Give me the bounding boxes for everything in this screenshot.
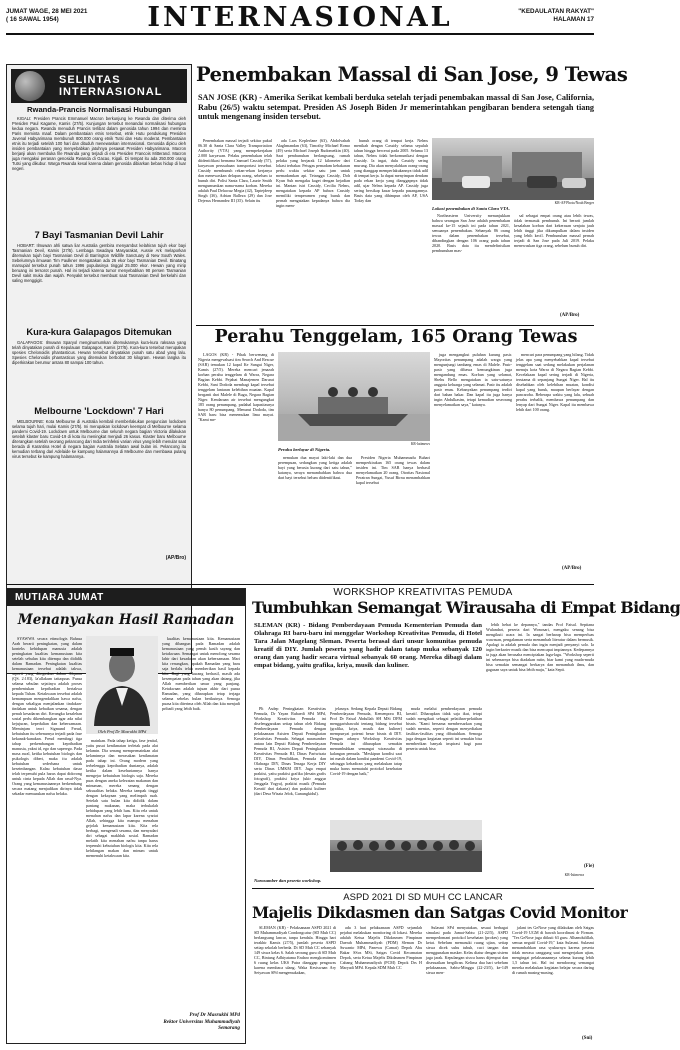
- badge-line-1: SELINTAS: [59, 74, 121, 86]
- brief-text: HOBART: Ilmuwan ahli satwa liar Australia gembira menyambut kelahiran tujuh ekor bayi Tasmanian Devil, Kamis (27/5). Lembaga Swadaya Masyarakat, Aussie Ark melaporkan ditemukan tujuh bayi Tasmanian Devil di Barrington Wildlife Sanctuary di New South Wales. Sebelumnya ilmuwan Tim Faulkner mengatakan ada 26 ekor bayi Tasmanian Devil. Binatang marsupial tersebut punah tahun 1996 populasinya tinggal 25.000 ekor. Hewan yang mirip beruang ini tersorot punah. Hal ini terjadi karena tumor menyebabkan 90 persen Tasmanian Devil sakit muka dan wajah. Penyakit tersebut membuat saat Tasmanian Devil berkelahi dan saling menggigit.: [12, 243, 186, 283]
- brief-credit: (AP/Bro): [165, 555, 186, 561]
- section-title: INTERNASIONAL: [147, 2, 453, 33]
- article-headline: Perahu Tenggelam, 165 Orang Tewas: [214, 327, 578, 347]
- brief-heading: Rwanda-Prancis Normalisasi Hubungan: [27, 105, 171, 114]
- issue-date: JUMAT WAGE, 28 MEI 2021 ( 16 SAWAL 1954): [6, 8, 88, 23]
- article-credit: (AP/Bro): [562, 566, 582, 571]
- article-column: Northeastern University menunjukkan bahwa serangan San Jose adalah penembakan massal ke-15 sejauh ini pada tahun 2021, semuanya penembakan. Sebanyak 86 orang tewas dalam penembakan tersebut, dibandingkan dengan 106 orang pada tahun 2020. Basis data itu mendefinisikan pembunuhan mas-: [432, 213, 510, 253]
- article-column: muda melalui pemberdayaan pemuda kreatif. Diharapkan tidak saja ikut, tetapi sudah mengikuti sebagai pelatihan-pelatihan bisnis. "Kami bersama membersarkan yang sudah mentas, seperti dengan menyediakan fasilitas-fasilitas yang dibutuhkan. Semoga juga dengan kegiatan seperti ini semakin bisa memberikan banyak inspirasi bagi para peserta untuk bisa: [406, 706, 482, 751]
- article-column: mainkan. Pada tahap ketiga, fase jenital, yaitu pusat kenikmatan terletak pada alat kelamin. Dia senang mempermainkan alat kelaminnya dan merasakan kenikmatan pada tahap ini. Orang modern yang terbelenggu kepribadian dunianya, adalah ketika dalam kesehariannya hanya mengejar kebutuhan biologis saja. Mereka puas dengan aneka kelezatan makanan dan minuman, mereka senang dengan seksualitas belaka. Mereka tampak tinggi dengan kekayaan yang melimpah ruah. Setelah satu bulan kita dididik dalam pantang makanan, maka terbukalah kehidupan yang lebih luas. Kita rela untuk menahan nafsu dan lapar karena syariat Allah, sehingga kita mampu menahan gejolak kemanusiaan kita. Kita rela berbagi, mengenali sesama, dan menyadari diri sebagai makhluk sosial. Ramadan melatih kita menahan nafsu tanpa harus terpenuhi kebutuhan biologis kita. Kita rela kehilangan makan dan minum untuk memenuhi ketakwaan kita.: [86, 738, 158, 858]
- article-lead: SLEMAN (KR) - Bidang Pemberdayaan Pemuda Kementerian Pemuda dan Olahraga RI baru-baru ini menggelar Workshop Kreativitas Pemuda, di Hotel Tara Jalan Magelang Sleman. Peserta berasal dari unsur komunitas pemuda kreatif di DIY. Jumlah peserta yang hadir dalam tatap muka sebanyak 120 orang dan yang hadir secara virtual sebanyak 60 orang. Mereka dibagi dalam empat bidang, yaitu grafika, kriya, musik dan kuliner.: [254, 622, 482, 669]
- article-column: bunuh orang di tempat kerja. Nelms menikah dengan Cassidy selama sepuluh tahun hingga bercerai pada 2005. Selama 13 tahun, Nelms tidak berkomunikasi dengan Cassidy. Ia ingat, dulu Cassidy sering murung. Dia akan menyalahkan orang-orang yang dianggap memperlakukannya tidak adil di tempat kerja. Ia dapat menyimpan dendam pada rekan kerja yang dianggapnya tidak adil, ujar Nelms kepada AP. Cassidy juga sering bersikap kasar kepada pasangannya. Basis data yang dihimpun oleh AP, USA Today dan: [354, 138, 429, 203]
- article-credit: (AP/Bro): [560, 313, 580, 318]
- photo-credit: KR-Istimewa: [564, 873, 584, 877]
- article-column: LAGOS (KR) - Pihak berwenang di Nigeria mengevaluasi tim Search And Rescue (SAR) temukan 12 kapal Ke Sungai Niger, Kamis (27/5). Mereka mencari jenazah korban perahu tenggelam di Warra, Negara Bagian Kebbi. Pejabat Manajemen Darurat Kebbi, Sani Dododa membagi kapal tersebut tenggelam lantaran kelebihan muatan. Kapal berganti dari Malele di Bugu, Negara Bagian Niger. Kendaraan air tersebut mengangkut 185 orang penumpang, padahal kapasitasnya hanya 80 penumpang. Menurut Dododa, tim SAR baru bisa menemukan lima mayat. "Kami me-: [198, 352, 274, 422]
- article-column: ada Lars Keplerlane (63), Abdolvahab Alaghmandan (63), Timothy Michael Romo (49) serta Michael Joseph Rudometkin (40). Saat pembunuhan berlangsung, rumah pelaku yang berjarak 12 kilometer dari lokasi terbakar. Petugas pemadam kebakaran perlu waktu sekitar satu jam untuk memadamkan api. Tetangga Cassidy, Doh Kyun Suh mengaku kaget dengan kejadian ini. Mantan istri Cassidy, Cecilia Nelms, mengatakan kepada AP bahwa Cassidy memiliki temperamen yang buruk dan pernah mengatakan kepadanya bahwa dia ingin mem-: [276, 138, 350, 208]
- article-column: SLEMAN (KR) - Pelaksanaan ASPD 2021 di SD Muhammadiyah Condongcatur (SD Muh CC) berlangsung lancar, tanpa kendala. Hingga hari terakhir Kamis (27/5), jumlah peserta ASPD setiap sekolah berbeda. Di SD Muh CC sebanyak 149 siswa kelas 6. Salah seorang guru di SD Muh CC, Bintang Adhiyatama Endaro mengkomitmen 6 ruang kelas UKS Putra dianggap pengawas karena membaca ulang. Waka Kesiswaan Ary Setyawan SPd mengemukakan,: [254, 925, 336, 975]
- article-column: nemukan dua mayat laki-laki dan dua perempuan, sedangkan yang ketiga adalah bayi yang berusia kurang dari satu tahun," katanya, seraya menambahkan bahwa dua dari bayi tersebut belum diidentifikasi.: [278, 455, 352, 480]
- article-lead: SAN JOSE (KR) - Amerika Serikat kembali berduka setelah terjadi penembakan massal di San Jose, California, Rabu (26/5) waktu setempat. Presiden AS Joseph Biden Jr memerintahkan pengibaran bendera setengah tiang untuk mengenang insiden tersebut.: [198, 93, 594, 121]
- article-column: jelasnya. Sedang Kepala Deputi Bidang Pemberdayaan Pemuda, Kemenpora RI, Prof Dr Faisal Abdullah SH MSi DFM menggarisbawahi tentang bidang tersebut (grafika, kriya, musik dan kuliner) mempunyai potensi besar bisnis di DIY. Dengan adanya Workshop Kreativitas Pemuda ini diharapkan semakin menumbuhkan semangat wirausaha di kalangan pemuda. "Meskipun kondisi saat ini masih dalam kondisi pandemi Covid-19, sehingga kehadiran yang melakukan tatap muka harus mematuhi protokol kesehatan Covid-19 dengan baik,": [330, 706, 402, 776]
- photo-caption: Lokasi penembakan di Santa Clara VTA.: [432, 206, 510, 211]
- globe-icon: [15, 71, 45, 101]
- mutiara-kicker: MUTIARA JUMAT: [7, 589, 245, 606]
- divider: [252, 888, 594, 889]
- brief-text: MELBOURNE: Kota Melbourne di Australia kembali memberlakukan penguncian lockdown selama tujuh hari, mulai Kamis (27/5). Ini merupakan lockdown keempat di Melbourne selama pandemi Covid-19. Lockdown untuk Melbourne dan seluruh negara bagian Victoria dilakukan setelah klaster baru Covid-19 di kota itu meningkat menjadi 26 kasus. Klaster baru Melbourne diterangkan setelah seorang pelancong dari India terinfeksi varian virus yang lebih menular saat berada di Karantina Hotel di negara bagian Australia Selatan awal bulan ini. Pelancong itu kemudian terbang dari Adelaide ke kampung halamannya di Melbourne dan membawa pulang virus tersebut ke kampung halamannya.: [12, 419, 186, 459]
- author-photo-caption: Oleh Prof Dr Masrukhi MPd: [97, 729, 147, 734]
- article-column: Presiden Nigeria Muhammadu Buhari memperkirakan 165 orang tewas dalam insiden ini. Tim SAR hanya berhasil menyelamatkan 20 orang. Otoritas Nasional Perairan Sungai, Yusuf Birnu menambahkan kapal tersebut: [356, 455, 430, 485]
- brief-text: GALAPAGOS: Ilmuwan Sparyol menginumumkan ditemukannya kura-kura raksasa yang telah dinyatakan punah di Kepulauan Galapagos, Kamis (27/5). Kura-kura tersebut merupakan spesies Chelonoidis phantasticus. Hewan tersebut dinyatakan punah satu abad yang lalu. Spesies Chelonoidis phantasticus yang ditemukan berbobot 30 kilogram. Hewan langka itu diperkirakan berumur antara 80 sampai 100 tahun.: [12, 340, 186, 365]
- photo-credit: KR-AP Photo/Noah Berger: [554, 201, 594, 205]
- photo-caption: Perahu berlayar di Nigeria.: [278, 447, 331, 452]
- photo-caption: Narasumber dan peserta workshop.: [254, 878, 322, 883]
- brief-heading: 7 Bayi Tasmanian Devil Lahir: [34, 229, 164, 240]
- masthead-rule: [6, 33, 594, 35]
- mutiara-headline: Menanyakan Hasil Ramadan: [17, 612, 235, 628]
- article-column: Penembakan massal terjadi sekitar pukul 06.30 di Santa Clara Valley Transportation Authority (VTA) yang mempekerjakan 2.000 karyawan. Pelaku penembakan telah diidentifikasi bernama Samuel Cassidy (57), karyawan perusahaan transportasi tersebut. Cassidy membunuh rekan-rekan kerjanya dan menewaskan delapan orang, sebelum ia bunuh diri. Polisi Santa Clara, Laurie Smith mengumumkan nama-nama korban. Mereka adalah Paul Delacruz Megia (42), Taptejdeep Singh (36), Adrian Balleza (29) dan Jose Dejesus Hernandez III (35). Selain itu: [198, 138, 272, 203]
- article-column: sal sebagai empat orang atau lebih tewas, tidak termasuk pembunuh. Ini berarti jumlah kesalahan korban dari kekerasan senjata jauh lebih tinggi jika dikumpulkan dalam insiden yang lebih kecil. Pembunuhan massal pernah terjadi di San Jose pada Juli 2019. Pelaku menewaskan tiga orang, sebelum bunuh diri.: [514, 213, 594, 248]
- author-signature: Prof Dr Masrukhi MPd Rektor Universitas Muhammadiyah Semarang: [163, 1012, 240, 1031]
- article-column: mencari para penumpang yang hilang. Tidak jelas apa yang menyebabkan kapal tersebut tenggelam saat sedang melakukan perjalanan menuju kota Warra di Negara Bagian Kebbi. Kecelakaan kapal sering terjadi di Nigeria, terutama di sepanjang Sungai Niger. Hal itu disebabkan oleh kelebihan muatan, kondisi kapal yang buruk, maupun berlayar dengan pancaroba. Beberapa waktu yang lalu, sebuah perahu terbalik, membawa penumpang dan lenyap dari Sungai Niger. Kapal itu membawa lebih dari 100 orang.: [516, 352, 594, 412]
- brief-text: KIGALI: Presiden Prancis Emmanuel Macron berkunjung ke Rwanda dan diterima oleh Presiden Paul Kagame, Kamis (27/5). Kunjungan tersebut menandai normalisasi hubungan kedua negara. Rwanda menuduh Prancis terlibat dalam genosida tahun 1994 dan meminta Paris meminta maaf. Dalam pembantaian etnis tersebut, etnik Hutu pendukung Presiden Juvenal Habyarimana membunuh 800.000 orang etnik Tutsi dan Hutu moderat. Pembantaian etnis itu terjadi setelah 100 hari dan dituduh menewaskan internasional. Genosida dipicu oleh insiden pembantaian yang menyebabkan jatuhnya pesawat Presiden Habyarimana. Macron berjanji akan membuka file Rwanda yang terjadi di era Presiden Francois Mitterand. Macron juga mengakui peranan genosida Rwanda di Gacao, Kigali. Di tempat itu ada 250.000 orang Tutsi yang dikubur. Warga Rwanda kesal karena dalam genosida dibiarkan bebas hidup di luar negeri.: [12, 116, 186, 171]
- group-photo-illustration: [330, 820, 482, 872]
- news-photo: [330, 820, 482, 872]
- news-photo: [278, 352, 430, 441]
- article-headline: Majelis Dikdasmen dan Satgas Covid Monitor: [252, 903, 628, 922]
- police-scene-illustration: [432, 138, 594, 200]
- article-kicker: WORKSHOP KREATIVITAS PEMUDA: [333, 587, 513, 598]
- article-column: juga mengangkut puluhan karung pasir. Mayoritas penumpang adalah warga yang mengunjungi tambang emas di Malele. Pasir-pasir yang dibawa kemungkinan juga mengandung emas. Korban yang selamat, Shehu Bello mengatakan ia satu-satunya anggota keluarga yang selamat. Pasir itu adalah pasir emas. Kebanyakan penumpang terdiri dari bahan bakar. Dan kapal itu juga hanya ingin Abdulkasim, tetapi kemudian seseorang menyelamatkan saya," katanya.: [434, 352, 512, 407]
- divider: [196, 325, 594, 326]
- article-credit: (Sni): [582, 1036, 593, 1041]
- article-column: SYAWWA secara etimologis Bahasa Arab berarti peningkatan, yang dalam konteks kehidupan manusia adalah peningkatan kualitas kemanusiaan kita setelah sebulan kita ditempa dan dididik dalam Ramadan. Peningkatan kualitas kemanusiaan tersebut adalah takwa, seperti yang ditegaskan dalam Alquran (QS. 2:183), la'allakum tattaquun. Puasa selama sebulan sejatinya adalah proses pembentukan kepribadian bertakwa kepada Tuhan. Ketakwaan tersebut adalah kemampuan mengendalikan hawa nafsu, dengan sekaligus menjalankan tindakan-tindakan untuk kebaikan sesama, dengan penuh kesadaran diri. Kerangka kesalehan sosial perlu dikembangkan agar ada nilai kejujuran, kepedulian dan kebersamaan. Meminjam teori Sigmund Freud, kebutuhan itu sebenarnya terjadi pada fase kekanak-kanakan. Freud membagi tiga tahap perkembangan kepribadian manusia, yakni id, ego dan superego. Pada masa awal, ketika kebutuhan biologis dan psikologis diberi, maka itu adalah kebutuhan sederhana untuk keseimbangan. Kalau kebutuhan dasar telah terpenuhi pula harus dapat didorong untuk cinta kepada Allah dan rasul-Nya. Orang yang kemanusiaannya berkembang secara matang menjadikan dirinya tidak sekadar memuaskan nafsu belaka.: [12, 636, 82, 796]
- photo-credit: KR-latimews: [410, 442, 430, 446]
- brief-heading: Kura-kura Galapagos Ditemukan: [26, 326, 172, 337]
- article-column: Sulasmi SPd menyatakan, sesuai berbagai simulasi pada Jumat-Sabtu (21-22/5), ASPD mempedomani protokol kesehatan (prokes) yang ketat. Sebelum memasuki ruang ujian, setiap siswa dicek suhu tubuh, cuci tangan dan menggunakan masker. Kelas diatur dengan sistem jaga jarak. Kepulangan siswa harus dijemput dan disesuaikan bergiliran. Kelima dua hari sebelum pelaksanaan, Sabtu-Minggu (22-23/5), ke-149 siswa men-: [426, 925, 508, 975]
- news-photo: [432, 138, 594, 200]
- author-photo: [86, 636, 158, 734]
- article-column: jalani tes GeNose yang dilakukan oleh Satgas Covid-19 UGM di bawah koordinasi dr Firman. "Tes GeNose juga diikuti 63 guru. Alhamdulillah, semua negatif Covid-19," kata Sulasmi. Sulasmi menambahkan rasa syukurnya karena peserta tidak merasa canggung saat mengerjakan ujian, mengingat pelaksanaannya selama kurang lebih 1,5 tahun ini. Hal ini mendorong semangat mereka melakukan kegiatan belajar secara daring di rumah masing-masing.: [512, 925, 594, 975]
- badge-line-2: INTERNASIONAL: [59, 86, 163, 98]
- author-portrait: [86, 636, 158, 726]
- article-column: Plt Asdep Peningkatan Kreativitas Pemuda, Dr Yayan Rubaedi SPd MPd, Workshop Kreativitas Pemuda ini diselenggarakan setiap tahun oleh Bidang Pemberdayaan Pemuda dengan pelaksanaan Asisten Deputi Peningkatan Kreativitas Pemuda. Sebagai narasumber antara lain Deputi Bidang Pemberdayaan Pemuda RI, Asisten Deputi Peningkatan Kreativitas Pemuda RI, Dinas Pariwisata DIY, Dinas Pendidikan, Pemuda dan Olahraga DIY, Dinas Tenaga Kerja DIY serta Dinas UMKM DIY. Juga empat praktisi, yaitu praktisi grafika (desain grafis fotografi), praktisi kriya (ukir anggur Jenggala Yogya), praktisi musik (Pemuda Kreatif dari dakarta) dan praktisi kuliner (dari Desa Wisata Jelok, Gunungkidul).: [254, 706, 326, 796]
- boat-illustration: [278, 352, 430, 441]
- selintas-badge: [11, 69, 187, 103]
- article-column: ada 3 hari pelaksanaan ASPD sejumlah pejabat melakukan monitoring di lokasi. Mereka adalah Ketua Majelis Dikdasmen Pimpinan Daerah Muhammadiyah (PDM) Sleman Dr Suwanto MPd, Panewu (Camat) Depok Abu Bakar SSos MSi, Satgas Covid Kecamatan Depok, serta Ketua Majelis Dikdasmen Pimpinan Cabang Muhammadiyah (PCM) Depok Drs H Maryadi MPd. Kepala SDM Muh CC: [340, 925, 422, 970]
- article-kicker: ASPD 2021 DI SD MUH CC LANCAR: [343, 892, 503, 903]
- section-divider: [6, 584, 594, 585]
- article-headline: Penembakan Massal di San Jose, 9 Tewas: [196, 63, 628, 86]
- article-headline: Tumbuhkan Semangat Wirausaha di Empat Bidang: [252, 598, 680, 617]
- brief-heading: Melbourne 'Lockdown' 7 Hari: [34, 405, 164, 416]
- article-credit: (Fie): [584, 864, 594, 869]
- paper-name-page: "KEDAULATAN RAKYAT" HALAMAN 17: [518, 8, 594, 23]
- article-column: lebih hebat ke depannya," tandas Prof Faisal. Septiana Wulandari, peserta dari Wonosari, mengaku senang bisa mengikuti acara ini. Ia sangat berharap bisa memperluas wawasan, pengalaman serta menambah literatur dalam bermusik. Apalagi ia adalah pemula dan ingin menjadi penyanyi solo. Ia ingin berkarier musik dan bisa mencapai impiannya. Kedepannya ia juga akan berusaha menciptakan lagu-lagu. "Workshop seperti ini sebenarnya bisa diadakan rutin, biar kami yang muda-muda bisa semakin semangat berkarya dan menambah ilmu, dan gagasan saya untuk bisa lebih maju," kata Septi.: [486, 622, 594, 672]
- selintas-box: [6, 64, 192, 674]
- article-column: kualitas kemanusiaan kita. Kemanusiaan yang dibangun pada Ramadan adalah kemanusiaan yang penuh kasih sayang dan ketakwaan. Semangat untuk menolong sesama lahir dari kesadaran akan kebersamaan. Mari kita renungkan, apakah Ramadan yang baru saja berlalu telah memberikan hasil kepada kita. Bagi yang kurang berhasil, masih ada kesempatan pada tahun yang akan datang, jika Allah memberikan umur yang panjang. Ketakwaan adalah tujuan akhir dari puasa Ramadan, yang diharapkan tetap terjaga selama sebelas bulan berikutnya. Semoga puasa kita diterima oleh Allah dan kita menjadi pribadi yang lebih baik.: [162, 636, 240, 711]
